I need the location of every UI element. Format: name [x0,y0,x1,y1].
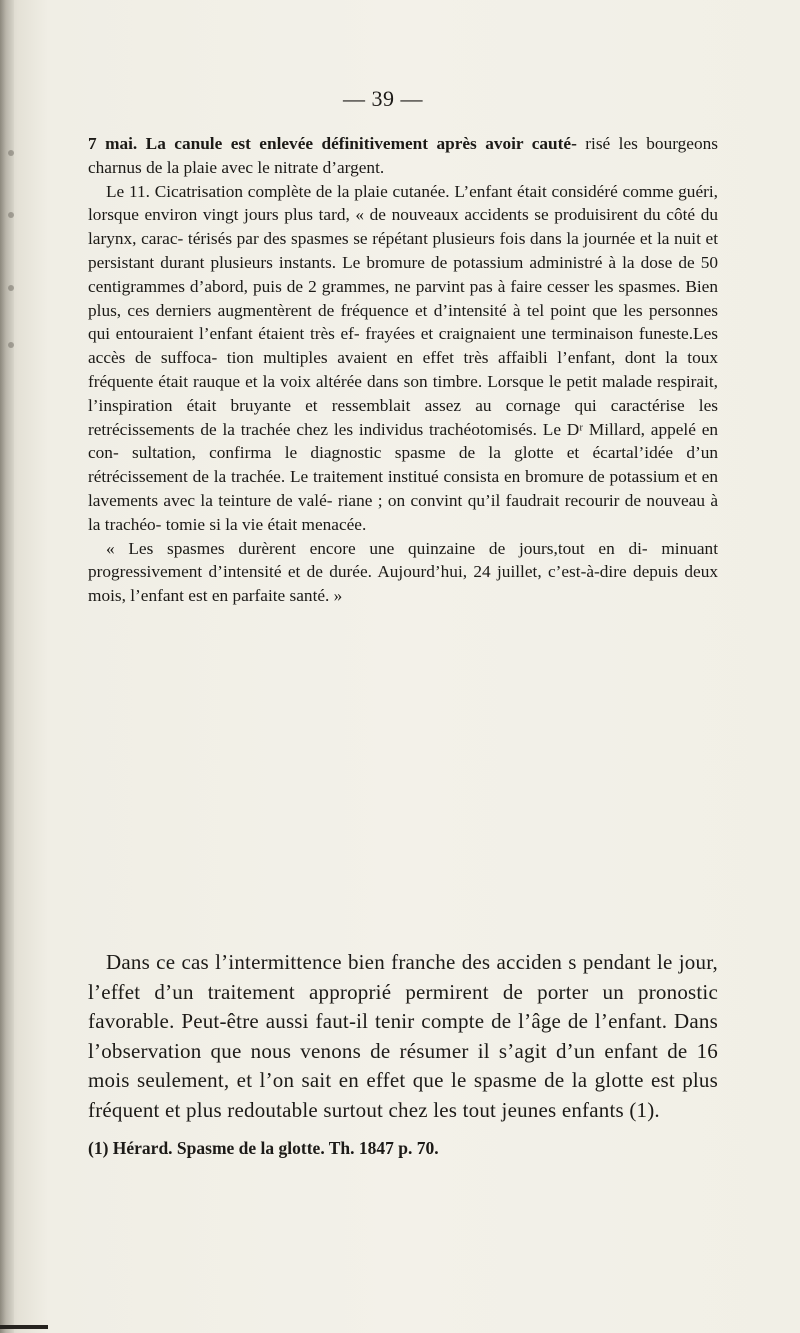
paragraph: Dans ce cas l’intermittence bien franche des acciden s pendant le jour, l’effet d’un traitement approprié permirent de porter un pronostic favorable. Peut-être aussi faut-il tenir compte de l’âge de l’enfant. Dans l’observation que nous venons de résumer il s’agit d’un enfant de 16 mois seulement, et l’on sait en effet que le spasme de la glotte est plus fréquent et plus redoutable surtout chez les tout jeunes enfants (1). [88,950,718,1122]
binding-mark [8,150,14,156]
paragraph-lead: 7 mai. La canule est enlevée définitivement après avoir cauté- [88,134,577,153]
binding-mark [8,212,14,218]
observation-text [88,132,718,608]
page-number: — 39 — [343,86,423,111]
footnote: (1) Hérard. Spasme de la glotte. Th. 1847 p. 70. [88,1138,439,1158]
page-binding-edge [0,0,14,1333]
commentary-text [88,948,718,1125]
paragraph: « Les spasmes durèrent encore une quinzaine de jours,tout en di- minuant progressivement d’intensité et de durée. Aujourd’hui, 24 juillet, c’est-à-dire depuis deux mois, l’enfant est en parfaite santé. » [88,538,718,606]
page-edge-line [0,1325,48,1329]
binding-mark [8,342,14,348]
paragraph-text: risé les bourgeons charnus de la plaie avec le nitrate d’argent. [88,134,718,177]
paragraph: Le 11. Cicatrisation complète de la plaie cutanée. L’enfant était considéré comme guéri, lorsque environ vingt jours plus tard, « de nouveaux accidents se produisirent du côté du larynx, carac- térisés par des spasmes se répétant plusieurs fois dans la journée et la nuit et persistant durant plusieurs instants. Le bromure de potassium administré à la dose de 50 centigrammes d’abord, puis de 2 grammes, ne parvint pas à faire cesser les spasmes. Bien plus, ces derniers augmentèrent de fréquence et d’intensité à tel point que les personnes qui entouraient l’enfant étaient très ef- frayées et craignaient une terminaison funeste.Les accès de suffoca- tion multiples avaient en effet très affaibli l’enfant, dont la toux fréquente était rauque et la voix altérée dans son timbre. Lorsque le petit malade respirait, l’inspiration était bruyante et ressemblait assez au cornage qui caractérise les retrécissements de la trachée chez les individus trachéotomisés. Le Dʳ Millard, appelé en con- sultation, confirma le diagnostic spasme de la glotte et écartal’idée d’un rétrécissement de la trachée. Le traitement institué consista en bromure de potassium et en lavements avec la teinture de valé- riane ; on convint qu’il faudrait recourir de nouveau à la trachéo- tomie si la vie était menacée. [88,181,718,534]
binding-mark [8,285,14,291]
paragraph [88,132,718,180]
